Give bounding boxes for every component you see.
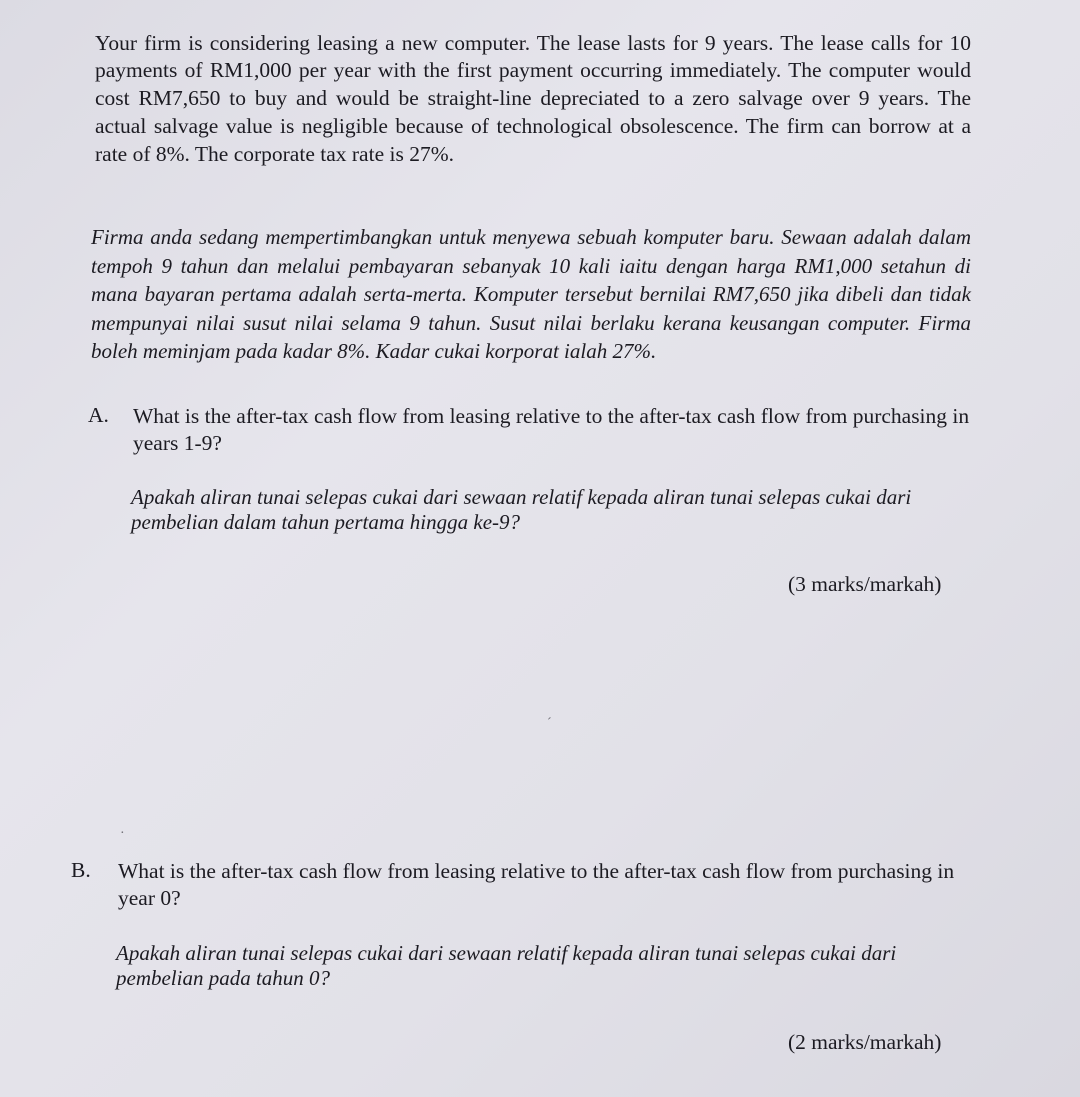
intro-english-paragraph: Your firm is considering leasing a new computer. The lease lasts for 9 years. The lease calls for 10 payments of RM1,000 per year with the first payment occurring immediately. The computer would cost RM7,650 to buy and would be straight-line depreciated to a zero salvage over 9 years. The actual salvage value is negligible because of technological obsolescence. The firm can borrow at a rate of 8%. The corporate tax rate is 27%. bbox=[95, 30, 971, 166]
intro-malay-paragraph: Firma anda sedang mempertimbangkan untuk menyewa sebuah komputer baru. Sewaan adalah dalam tempoh 9 tahun dan melalui pembayaran sebanyak 10 kali iaitu dengan harga RM1,000 setahun di mana bayaran pertama adalah serta-merta. Komputer tersebut bernilai RM7,650 jika dibeli dan tidak mempunyai nilai susut nilai selama 9 tahun. Susut nilai berlaku kerana keusangan computer. Firma boleh meminjam pada kadar 8%. Kadar cukai korporat ialah 27%. bbox=[91, 225, 971, 363]
question-a-label: A. bbox=[88, 403, 109, 427]
question-b-malay: Apakah aliran tunai selepas cukai dari sewaan relatif kepada aliran tunai selepas cukai dari pembelian pada tahun 0? bbox=[116, 941, 897, 990]
question-a-marks: (3 marks/markah) bbox=[788, 572, 942, 596]
question-b-marks: (2 marks/markah) bbox=[788, 1030, 942, 1054]
question-a-english: What is the after-tax cash flow from leasing relative to the after-tax cash flow from purchasing in years 1-9? bbox=[133, 404, 970, 455]
question-b-english: What is the after-tax cash flow from leasing relative to the after-tax cash flow from purchasing in year 0? bbox=[118, 859, 955, 910]
pen-mark: · bbox=[120, 826, 125, 841]
question-a-malay: Apakah aliran tunai selepas cukai dari sewaan relatif kepada aliran tunai selepas cukai dari pembelian dalam tahun pertama hingga ke-9? bbox=[131, 485, 912, 534]
question-b-label: B. bbox=[71, 858, 91, 882]
pen-mark: ˊ bbox=[547, 716, 552, 731]
